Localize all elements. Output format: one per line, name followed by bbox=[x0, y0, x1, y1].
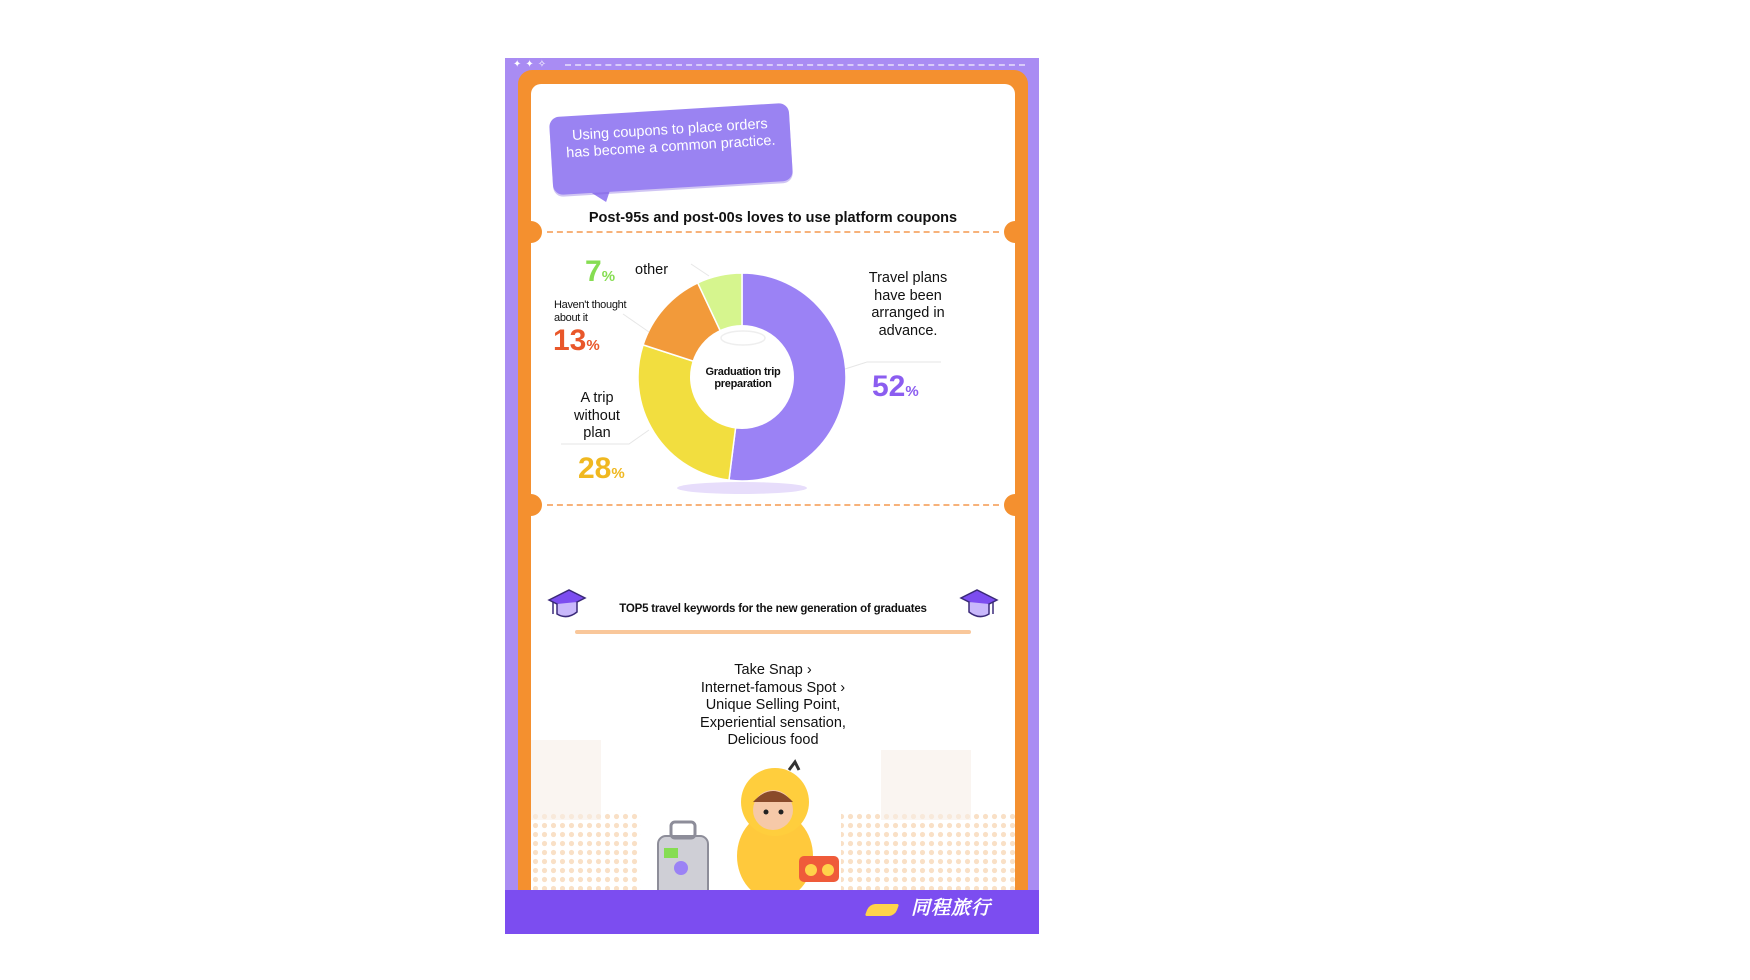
orange-frame bbox=[518, 70, 1028, 930]
keyword-item: Unique Selling Point, bbox=[705, 697, 841, 713]
keyword-item: Experiential sensation, bbox=[700, 714, 846, 731]
leader-line bbox=[691, 264, 709, 276]
slice-percent-no-plan: 28% bbox=[578, 452, 625, 485]
slice-label-other: other bbox=[635, 262, 669, 278]
infographic-poster bbox=[505, 58, 1039, 934]
slice-percent-other: 7% bbox=[585, 255, 616, 288]
slice-label-arranged: Travel plans have been arranged in advance. bbox=[868, 270, 948, 339]
keywords-underline bbox=[575, 630, 971, 634]
section-subtitle: Post-95s and post-00s loves to use platform coupons bbox=[588, 210, 958, 226]
keyword-item: Delicious food bbox=[727, 732, 819, 748]
slice-label-not-thought: Haven't thought about it bbox=[554, 299, 627, 324]
chart-shadow bbox=[677, 482, 807, 494]
keyword-item: Take Snap › bbox=[734, 662, 812, 678]
slice-percent-not-thought: 13% bbox=[553, 324, 600, 357]
leader-line bbox=[845, 362, 941, 369]
keywords-list bbox=[531, 662, 1015, 750]
slice-percent-arranged: 52% bbox=[872, 370, 919, 403]
brand-name: 同程旅行 bbox=[910, 898, 991, 919]
slice-label-no-plan: A trip without plan bbox=[574, 390, 620, 441]
keywords-title: TOP5 travel keywords for the new generation of graduates bbox=[619, 603, 927, 615]
bubble-text: Using coupons to place orders has become a common practice. bbox=[565, 116, 776, 162]
top-dashed-line bbox=[565, 64, 1025, 66]
chart-center-title: Graduation trip preparation bbox=[705, 366, 781, 390]
mascot-illustration bbox=[720, 762, 839, 910]
content-card bbox=[531, 84, 1015, 930]
keyword-item: Internet-famous Spot › bbox=[700, 679, 846, 696]
sparkle-decoration: ✦✦✧ bbox=[513, 59, 551, 70]
